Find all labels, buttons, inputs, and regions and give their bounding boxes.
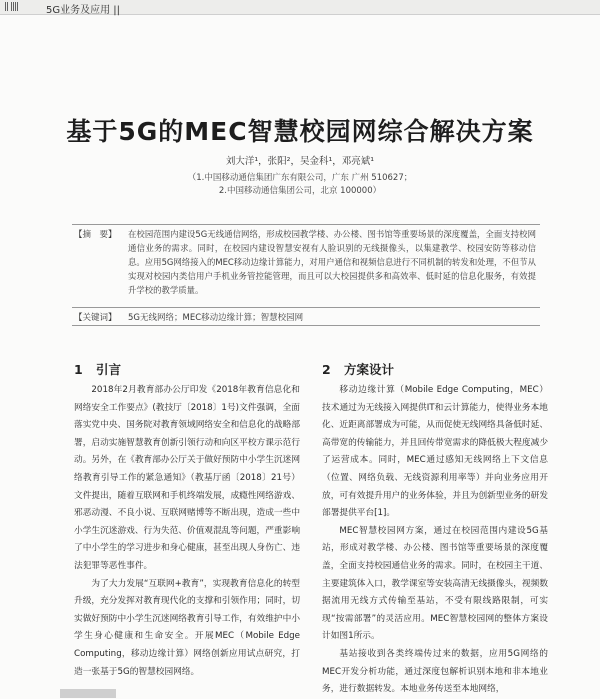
paper-title: 基于5G的MEC智慧校园网综合解决方案 bbox=[66, 117, 534, 146]
journal-header-bar bbox=[0, 0, 600, 15]
section-number: 2 bbox=[322, 362, 331, 377]
keywords-label: 【关键词】 bbox=[74, 313, 117, 323]
keywords-text: 5G无线网络；MEC移动边缘计算；智慧校园网 bbox=[128, 313, 304, 323]
paragraph: MEC智慧校园网方案，通过在校园范围内建设5G基站，形成对教学楼、办公楼、图书馆等重要场景的深度覆盖，全面支持校园通信业务的需求。同时，在校园主干道、主要建筑体入口，教学课室等安装高清无线摄像头，视频数据流用无线方式传输至基站，不受有限线路限制，可实现“按需部署”的灵活应用。MEC智慧校园网的整体方案设计如图1所示。 bbox=[322, 525, 548, 642]
header-section-label: 5G业务及应用 || bbox=[46, 5, 121, 16]
paragraph: 为了大力发展“互联网+教育”，实现教育信息化的转型升级，充分发挥对教育现代化的支撑和引领作用；同时，切实做好预防中小学生沉迷网络教育引导工作，有效维护中小学生身心健康和生命安全。开展MEC（Mobile Edge Computing，移动边缘计算）网络创新应用试点研究，打造一张基于5G的智慧校园网络。 bbox=[74, 578, 300, 677]
author-list: 刘大洋¹，张阳²，吴金科¹，邓亮斌¹ bbox=[225, 156, 375, 167]
header-marks: || |||| bbox=[4, 2, 19, 12]
left-column-body bbox=[74, 382, 300, 681]
keywords-block bbox=[72, 309, 540, 326]
right-column-body bbox=[322, 382, 548, 699]
section-title: 方案设计 bbox=[344, 362, 395, 377]
abstract-label: 【摘 要】 bbox=[74, 230, 117, 240]
abstract-text: 在校园范围内建设5G无线通信网络，形成校园教学楼、办公楼、图书馆等重要场景的深度覆盖，全面支持校网通信业务的需求。同时，在校园内建设智慧安视有人脸识别的无线摄像头，以集建教学、校园安防等移动信息。应用5G网络接入的MEC移动边缘计算能力，对用户通信和视频信息进行不同机制的转发和处理，不但节从实现对校园内类信用户手机业务管控能管理，而且可以大校园提供多和高效率、低时延的信息化服务，有效提升学校的教学质量。 bbox=[128, 229, 536, 295]
paragraph: 基站接收到各类终端传过来的数据，应用5G网络的MEC开发分析功能，通过深度包解析识别本地和非本地业务，进行数据转发。本地业务传送至本地网络， bbox=[322, 648, 548, 695]
affiliation-2: 2.中国移动通信集团公司，北京 100000） bbox=[218, 186, 382, 196]
section-number: 1 bbox=[74, 362, 83, 377]
footer-band bbox=[60, 689, 116, 698]
section-title: 引言 bbox=[96, 362, 122, 377]
abstract-block bbox=[72, 224, 540, 308]
section-heading-introduction bbox=[74, 360, 121, 378]
affiliation-1: （1.中国移动通信集团广东有限公司，广东 广州 510627； bbox=[187, 173, 413, 183]
section-heading-design bbox=[322, 360, 394, 378]
paragraph: 2018年2月教育部办公厅印发《2018年教育信息化和网络安全工作要点》(教技厅〔2018〕1号)文件强调，全面落实党中央、国务院对教育领域网络安全和信息化的战略部署，启动实施智慧教育创新引领行动和向区平校方课示范行动。另外，在《教育部办公厅关于做好预防中小学生沉迷网络教育引导工作的紧急通知》（教基厅函〔2018〕21号）文件提出，随着互联网和手机终端发展，成瘾性网络游戏、邪恶动漫、不良小说、互联网赌博等不断出现，造成一些中小学生沉迷游戏、行为失范、价值观混乱等问题，严重影响了中小学生的学习进步和身心健康，甚至出现人身伤亡、违法犯罪等恶性事件。 bbox=[74, 385, 300, 571]
paragraph: 移动边缘计算（Mobile Edge Computing，MEC）技术通过为无线接入网提供IT和云计算能力，使得业务本地化、近距离部署成为可能，从而促使无线网络具备低时延、高带宽的传输能力，并且回传带宽需求的降低极大程度减少了运营成本。同时，MEC通过感知无线网络上下文信息（位置、网络负载、无线资源利用率等）并向业务应用开放，可有效提升用户的业务体验，并且为创新型业务的研发部署提供平台[1]。 bbox=[322, 385, 548, 519]
